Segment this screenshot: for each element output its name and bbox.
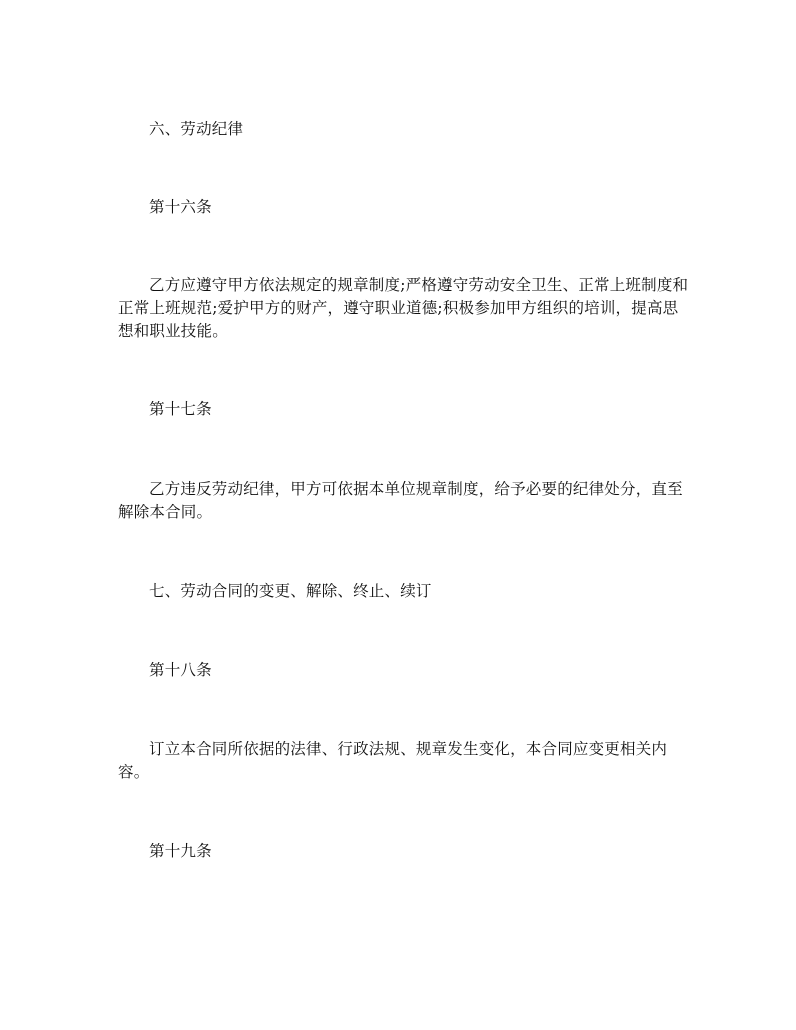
article-17-heading: 第十七条 xyxy=(149,400,212,418)
article-16-heading: 第十六条 xyxy=(149,198,212,216)
section-heading-labor-discipline: 六、劳动纪律 xyxy=(149,120,244,138)
article-16-body: 乙方应遵守甲方依法规定的规章制度;严格遵守劳动安全卫生、正常上班制度和正常上班规范;爱护甲方的财产，遵守职业道德;积极参加甲方组织的培训，提高思想和职业技能。 xyxy=(118,276,689,340)
article-17-body: 乙方违反劳动纪律，甲方可依据本单位规章制度，给予必要的纪律处分，直至解除本合同。 xyxy=(118,480,683,521)
article-18-body: 订立本合同所依据的法律、行政法规、规章发生变化，本合同应变更相关内容。 xyxy=(118,740,668,781)
section-heading-contract-changes: 七、劳动合同的变更、解除、终止、续订 xyxy=(149,582,432,600)
article-19-heading: 第十九条 xyxy=(149,842,212,860)
article-18-heading: 第十八条 xyxy=(149,661,212,679)
